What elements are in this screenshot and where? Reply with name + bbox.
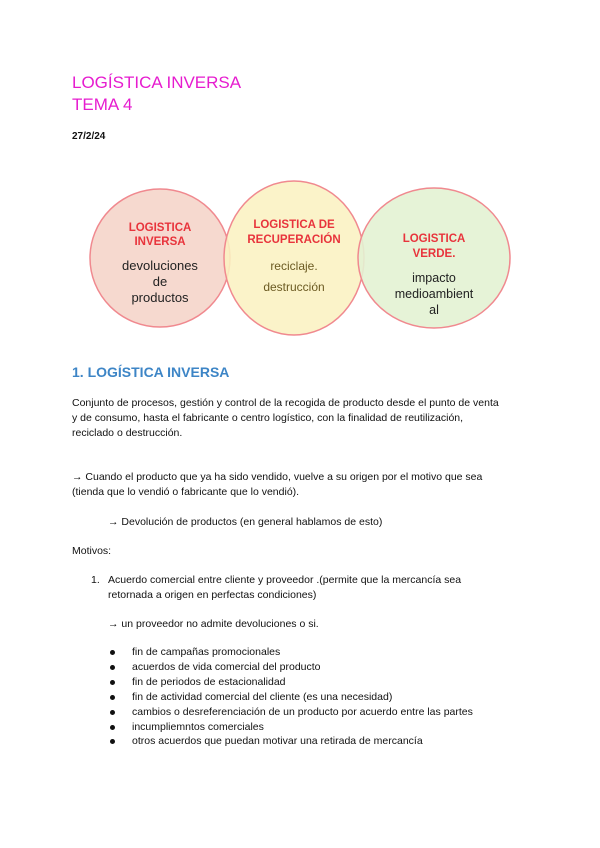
circle-recuperacion-body1: reciclaje.	[270, 259, 318, 273]
circle-verde-body1: impacto	[412, 271, 456, 285]
circle-inversa-title1: LOGISTICA	[128, 222, 192, 234]
circle-recuperacion-shape	[224, 181, 364, 335]
circle-recuperacion-body2: destrucción	[263, 280, 325, 294]
arrow-note-devolucion: → Devolución de productos (en general hablamos de esto)	[108, 516, 383, 528]
bullet-icon	[110, 650, 115, 655]
list-item	[110, 705, 473, 720]
circle-inversa-body2: de	[152, 274, 168, 289]
section-heading: 1. LOGÍSTICA INVERSA	[72, 364, 230, 380]
circle-logistica-inversa	[90, 189, 230, 327]
circle-inversa-title2: INVERSA	[134, 236, 186, 248]
item1-line2: retornada a origen en perfectas condiciones)	[108, 589, 317, 601]
arrow-note-proveedor: → un proveedor no admite devoluciones o si.	[108, 618, 319, 630]
circle-verde-title2: VERDE.	[412, 248, 456, 260]
definition-line2: y de consumo, hasta el fabricante o centro logístico, con la finalidad de reutilización,	[72, 412, 464, 424]
circle-verde-body2: medioambient	[394, 287, 474, 301]
circle-inversa-body3: productos	[131, 290, 189, 305]
definition-line3: reciclado o destrucción.	[72, 427, 183, 439]
list-item-text: otros acuerdos que puedan motivar una retirada de mercancía	[132, 735, 423, 748]
list-item-text: acuerdos de vida comercial del producto	[132, 660, 321, 673]
circle-verde-title1: LOGISTICA	[402, 233, 466, 245]
list-item-text: fin de actividad comercial del cliente (es una necesidad)	[132, 690, 393, 703]
bullet-icon	[110, 739, 115, 744]
circle-recuperacion-title1: LOGISTICA DE	[253, 219, 335, 231]
definition-line1: Conjunto de procesos, gestión y control de la recogida de producto desde el punto de venta	[72, 397, 499, 409]
motivos-label: Motivos:	[72, 545, 112, 557]
item1-line1: Acuerdo comercial entre cliente y proveedor .(permite que la mercancía sea	[108, 574, 462, 586]
circle-logistica-recuperacion	[224, 181, 364, 335]
list-item-text: fin de periodos de estacionalidad	[132, 675, 286, 688]
circle-verde-body3: al	[429, 303, 439, 317]
bullet-icon	[110, 680, 115, 685]
list-item-text: incumpliemntos comerciales	[132, 720, 264, 733]
arrow-note-line2: (tienda que lo vendió o fabricante que lo vendió).	[72, 486, 300, 498]
list-item	[110, 690, 473, 705]
circle-logistica-verde	[358, 188, 510, 328]
list-item-text: cambios o desreferenciación de un producto por acuerdo entre las partes	[132, 705, 473, 718]
doc-date: 27/2/24	[72, 131, 106, 142]
arrow-note-line1: → Cuando el producto que ya ha sido vendido, vuelve a su origen por el motivo que sea	[72, 471, 483, 483]
list-item-text: fin de campañas promocionales	[132, 646, 281, 658]
list-number-1: 1.	[91, 574, 100, 586]
list-item	[110, 660, 473, 675]
list-item	[110, 720, 473, 735]
doc-title-line2: TEMA 4	[72, 95, 133, 114]
list-item	[110, 734, 473, 749]
bullet-icon	[110, 665, 115, 670]
circle-inversa-body1: devoluciones	[122, 258, 198, 273]
list-item	[110, 645, 473, 660]
bullet-icon	[110, 725, 115, 730]
venn-diagram	[88, 172, 518, 344]
list-item	[110, 675, 473, 690]
circle-recuperacion-title2: RECUPERACIÓN	[247, 234, 341, 246]
motivos-bullet-list	[110, 645, 473, 749]
bullet-icon	[110, 695, 115, 700]
doc-title-line1: LOGÍSTICA INVERSA	[72, 73, 242, 92]
bullet-icon	[110, 710, 115, 715]
